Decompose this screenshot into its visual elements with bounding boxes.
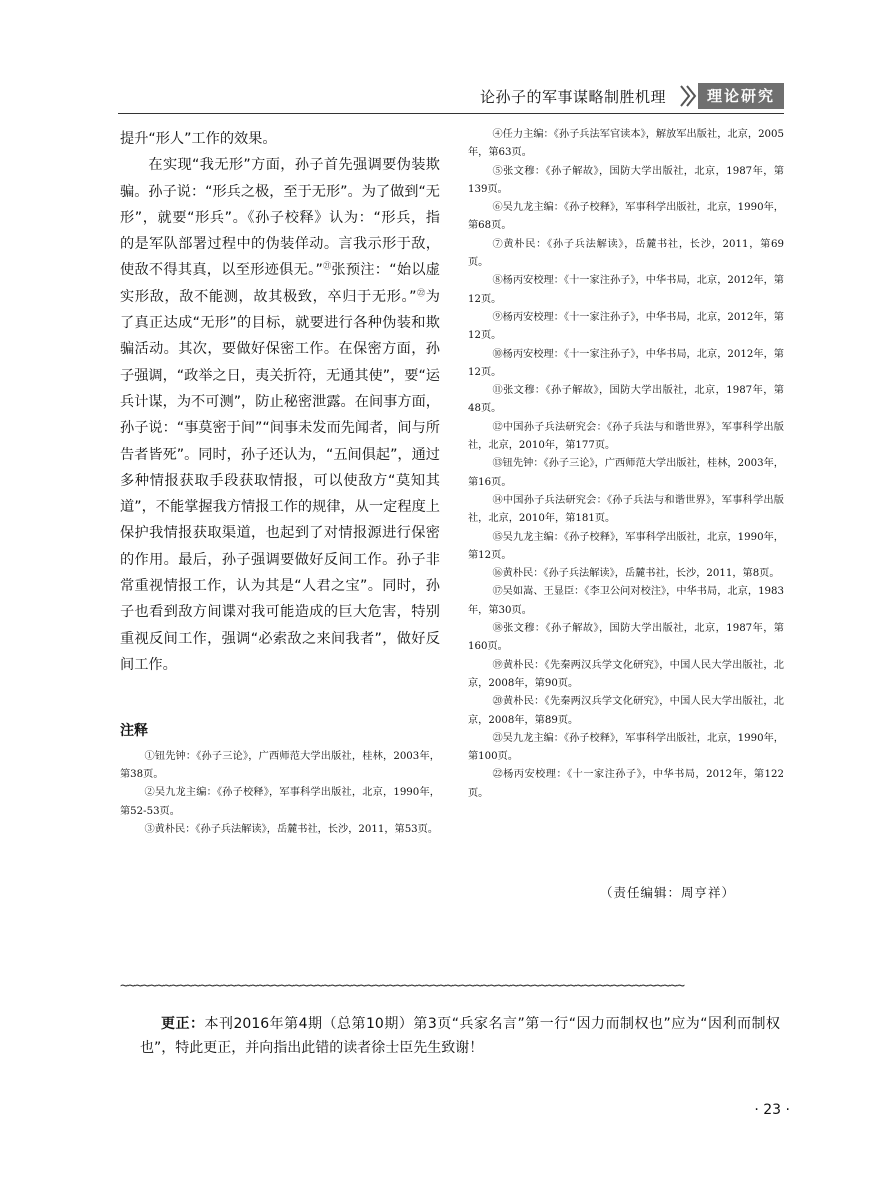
correction-notice xyxy=(140,1012,780,1060)
notes-heading: 注释 xyxy=(120,723,148,740)
note-item: ⑤张文穆：《孙子解故》，国防大学出版社，北京，1987年，第139页。 xyxy=(468,165,784,195)
note-item: ⑯黄朴民：《孙子兵法解读》，岳麓书社，长沙，2011，第8页。 xyxy=(492,568,780,580)
body-text: 为了真正达成“无形”的目标，就要进行各种伪装和欺骗活动。其次，要做好保密工作。在保密方面，孙子强调，“政举之日，夷关折符，无通其使”，要“运兵计谋，为不可测”，防止秘密泄露。在间事方面，孙子说：“事莫密于间”“间事未发而先闻者，间与所告者皆死”。同时，孙子还认为，“五间俱起”，通过多种情报获取手段获取情报，可以使敌方“莫知其道”，不能掌握我方情报工作的规律，从一定程度上保护我情报获取渠道，也起到了对情报源进行保密的作用。最后，孙子强调要做好反间工作。孙子非常重视情报工作，认为其是“人君之宝”。同时，孙子也看到敌方间谍对我可能造成的巨大危害，特别重视反间工作，强调“必索敌之来间我者”，做好反间工作。 xyxy=(120,288,440,673)
note-item: ⑮吴九龙主编：《孙子校释》，军事科学出版社，北京，1990年，第12页。 xyxy=(468,531,784,561)
note-item: ③黄朴民：《孙子兵法解读》，岳麓书社，长沙，2011，第53页。 xyxy=(144,823,439,835)
note-item: ⑩杨丙安校理：《十一家注孙子》，中华书局，北京，2012年，第12页。 xyxy=(468,348,784,378)
notes-list-right xyxy=(468,126,784,803)
note-item: ⑱张文穆：《孙子解故》，国防大学出版社，北京，1987年，第160页。 xyxy=(468,623,784,653)
running-header xyxy=(0,80,890,116)
body-paragraph: 提升“形人”工作的效果。 xyxy=(120,131,277,147)
note-item: ⑫中国孙子兵法研究会：《孙子兵法与和谐世界》，军事科学出版社，北京，2010年，第177页。 xyxy=(468,421,784,452)
note-item: ⑥吴九龙主编：《孙子校释》，军事科学出版社，北京，1990年，第68页。 xyxy=(468,202,784,232)
note-item: ⑲黄朴民：《先秦两汉兵学文化研究》，中国人民大学出版社，北京，2008年，第90页。 xyxy=(468,659,784,689)
running-header-title: 论孙子的军事谋略制胜机理 xyxy=(480,88,667,106)
note-item: ㉑吴九龙主编：《孙子校释》，军事科学出版社，北京，1990年，第100页。 xyxy=(468,732,784,763)
note-item: ⑧杨丙安校理：《十一家注孙子》，中华书局，北京，2012年，第12页。 xyxy=(468,275,784,305)
note-item: ⑬钮先钟：《孙子三论》，广西师范大学出版社，桂林，2003年，第16页。 xyxy=(468,458,784,488)
note-item: ⑨杨丙安校理：《十一家注孙子》，中华书局，北京，2012年，第12页。 xyxy=(468,311,784,342)
responsible-editor: （责任编辑：周亨祥） xyxy=(600,885,736,900)
note-item: ④任力主编：《孙子兵法军官读本》，解放军出版社，北京，2005年，第63页。 xyxy=(468,129,784,159)
note-item: ①钮先钟：《孙子三论》，广西师范大学出版社，桂林，2003年，第38页。 xyxy=(120,751,440,781)
correction-text: 本刊2016年第4期（总第10期）第3页“兵家名言”第一行“因力而制权也”应为“因利而制权也”，特此更正，并向指出此错的读者徐士臣先生致谢！ xyxy=(140,1016,780,1056)
note-item: ⑪张文穆：《孙子解故》，国防大学出版社，北京，1987年，第48页。 xyxy=(468,385,784,415)
page-number: · 23 · xyxy=(754,1102,790,1118)
notes-list-left xyxy=(120,748,440,838)
header-rule xyxy=(118,113,784,114)
note-item: ⑭中国孙子兵法研究会：《孙子兵法与和谐世界》，军事科学出版社，北京，2010年，第181页。 xyxy=(468,494,784,525)
note-item: ②吴九龙主编：《孙子校释》，军事科学出版社，北京，1990年，第52-53页。 xyxy=(120,787,440,817)
note-item: ⑰吴如嵩、王显臣：《李卫公问对校注》，中华书局，北京，1983年，第30页。 xyxy=(468,586,784,616)
body-paragraph xyxy=(120,152,440,678)
chevron-right-icon xyxy=(678,84,698,108)
footnote-ref: ㉒ xyxy=(416,288,426,298)
note-item: ⑦黄朴民：《孙子兵法解读》，岳麓书社，长沙，2011，第69页。 xyxy=(468,238,784,269)
wavy-divider: ~~~~~~~~~~~~~~~~~~~~~~~~~~~~~~~~~~~~~~~~~~~~~~~~~~~~~~~~~~~~~~~~~~~~~~~~~~~~~~ xyxy=(120,978,684,994)
left-column xyxy=(120,126,440,839)
note-item: ㉒杨丙安校理：《十一家注孙子》，中华书局，2012年，第122页。 xyxy=(468,769,784,799)
correction-label: 更正： xyxy=(161,1016,205,1032)
section-tag: 理论研究 xyxy=(698,83,784,109)
note-item: ⑳黄朴民：《先秦两汉兵学文化研究》，中国人民大学出版社，北京，2008年，第89页。 xyxy=(468,696,784,726)
body-text: 张预注：“始以虚实形敌，敌不能测，故其极致，卒归于无形。” xyxy=(120,262,440,305)
footnote-ref: ㉑ xyxy=(322,261,332,271)
body-text: 在实现“我无形”方面，孙子首先强调要伪装欺骗。孙子说：“形兵之极，至于无形”。为了做到“无形”，就要“形兵”。《孙子校释》认为：“形兵，指的是军队部署过程中的伪装佯动。言我示形于敌，使敌不得其真，以至形迹俱无。” xyxy=(120,157,440,279)
